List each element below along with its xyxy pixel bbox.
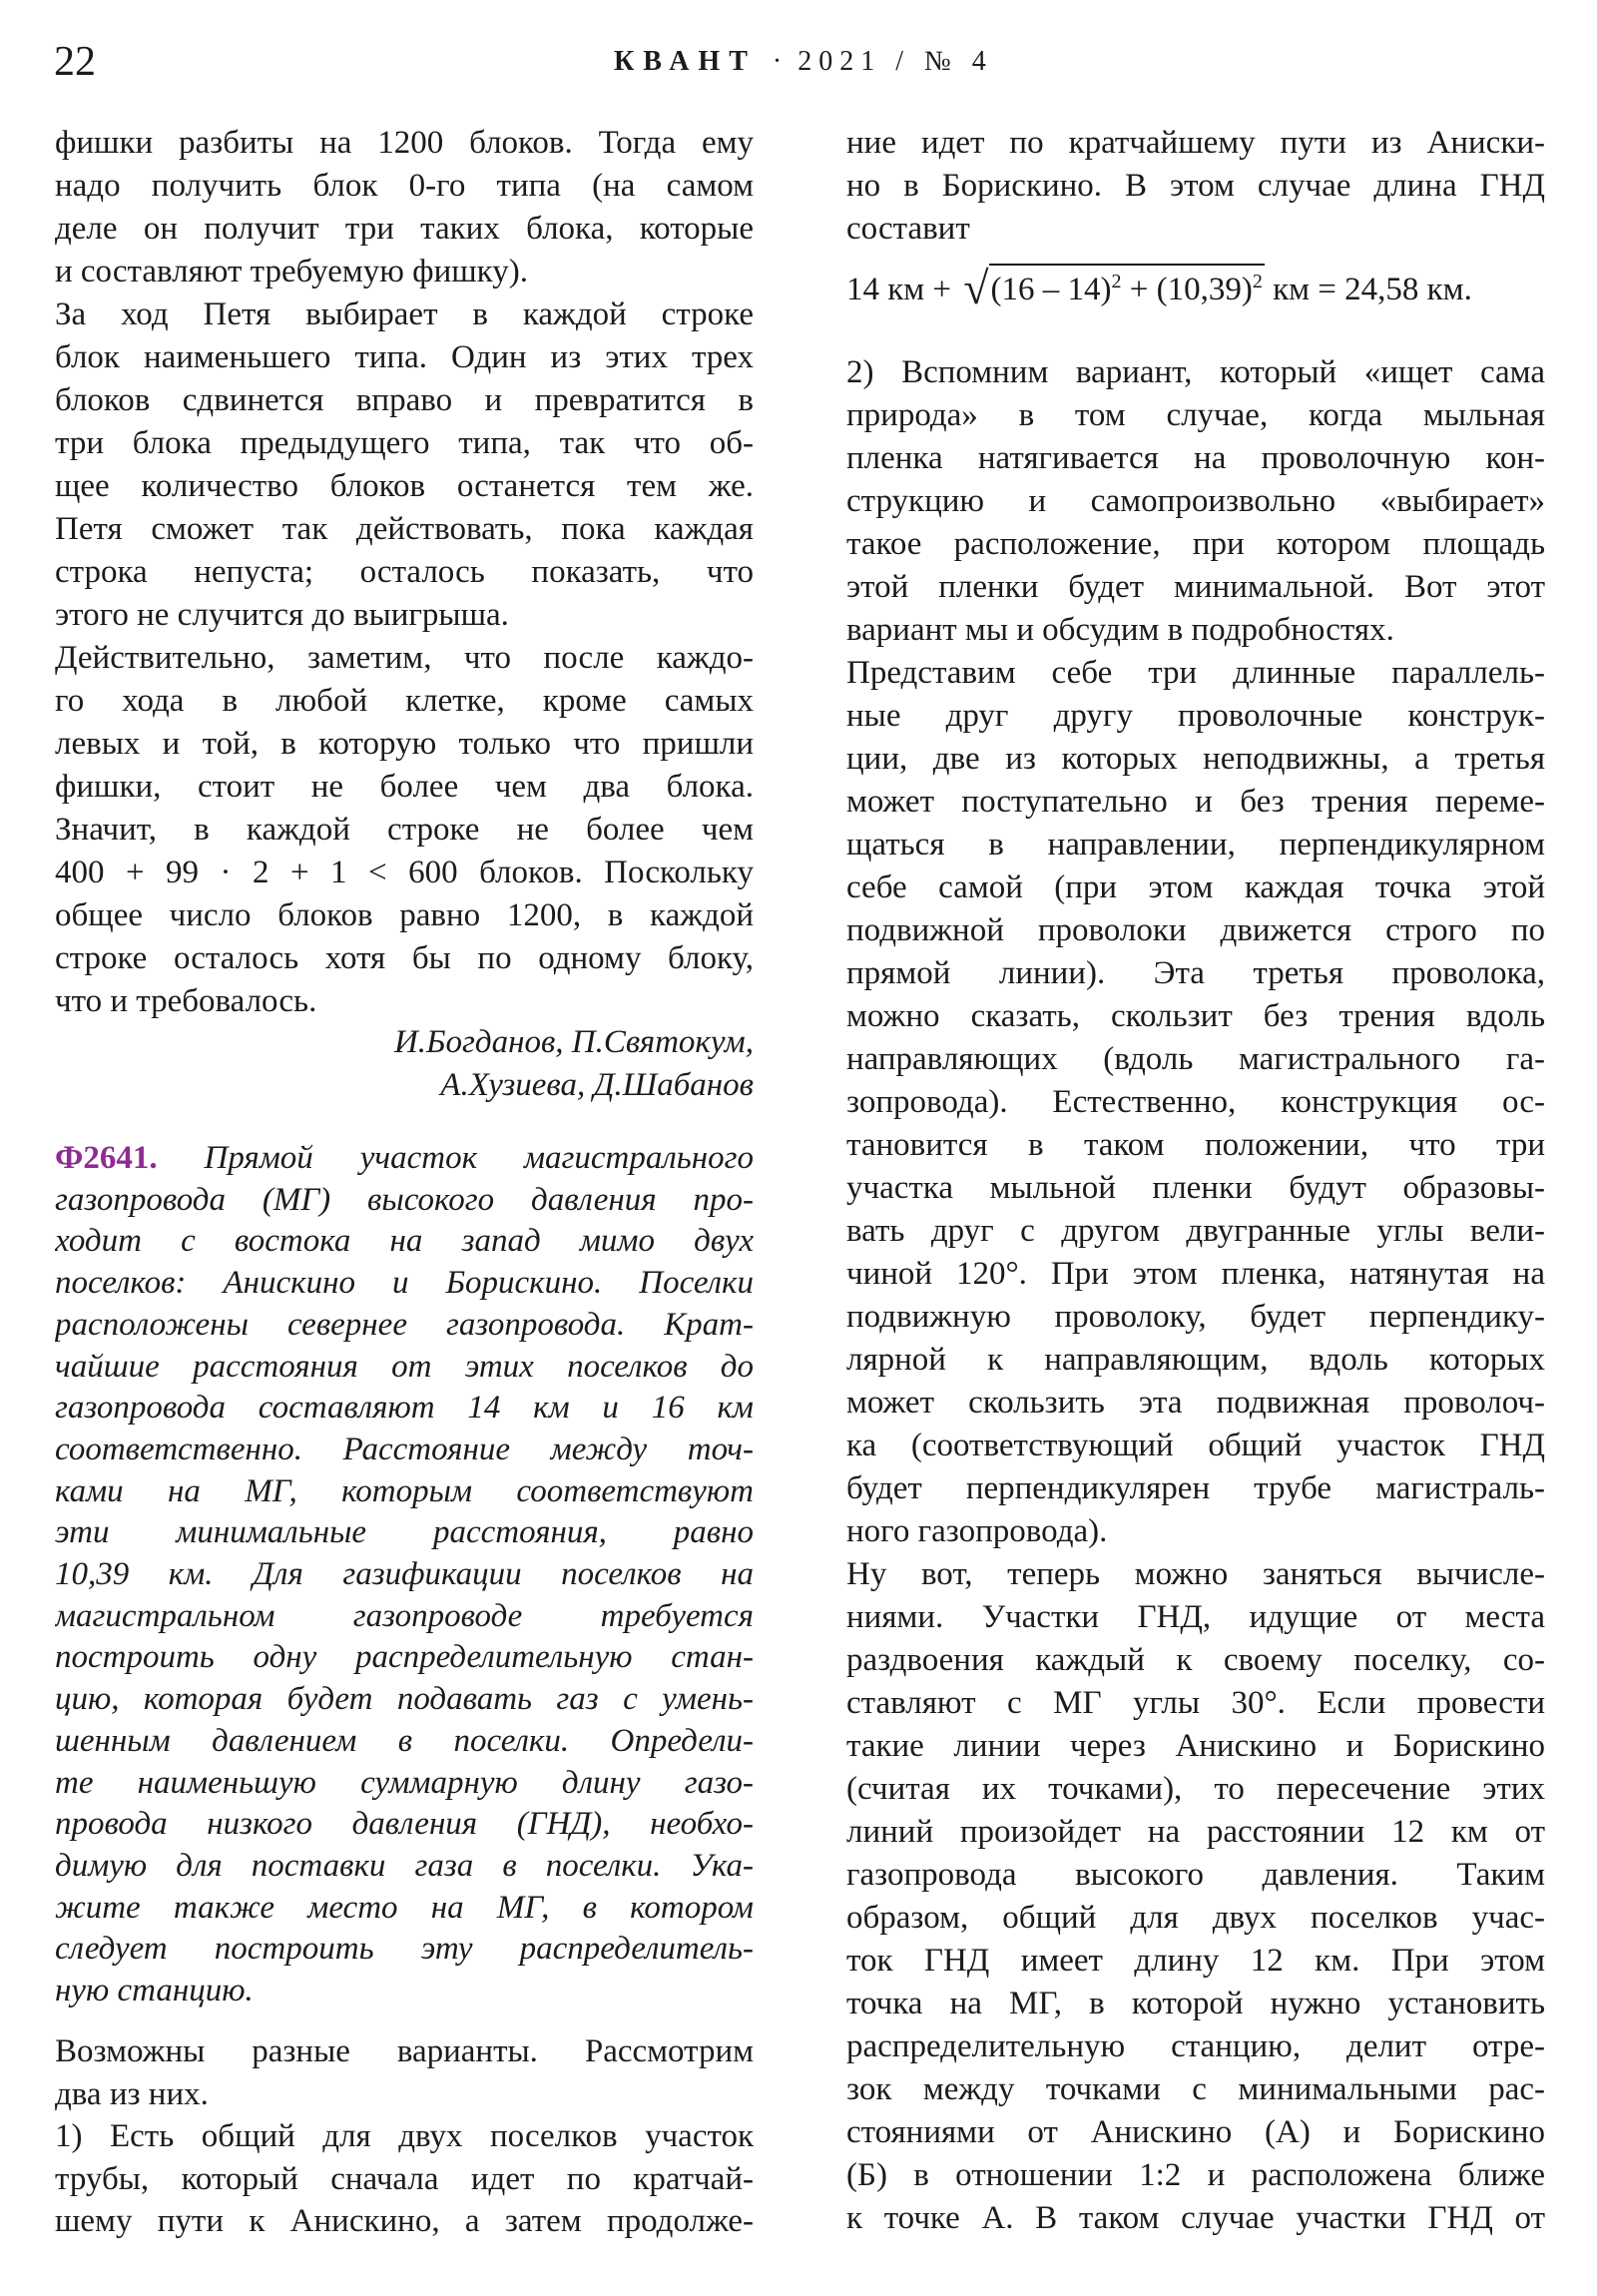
text-line <box>846 1510 1545 1553</box>
text-line <box>846 566 1545 609</box>
text-line <box>55 1512 754 1554</box>
line-text: ную станцию. <box>55 1973 254 2009</box>
text-line <box>846 652 1545 695</box>
text-line <box>846 165 1545 208</box>
radical-sign-icon: √ <box>963 263 989 313</box>
line-text: два из них. <box>55 2075 209 2112</box>
line-text: вариант мы и обсудим в подробностях. <box>846 612 1394 648</box>
text-line <box>55 2158 754 2201</box>
line-text: может поступательно и без трения переме- <box>846 784 1545 820</box>
line-text: Возможны разные варианты. Рассмотрим <box>55 2033 754 2069</box>
line-text: надо получить блок 0-го типа (на самом <box>55 168 754 204</box>
solution-end-text <box>55 122 754 1023</box>
text-line <box>55 2030 754 2073</box>
separator: · <box>772 46 783 77</box>
line-text: тановится в таком положении, что три <box>846 1127 1545 1163</box>
formula-term: (16 – 14) <box>990 272 1112 307</box>
text-line <box>55 1763 754 1805</box>
line-text: можно сказать, скользит без трения вдоль <box>846 998 1545 1034</box>
text-line <box>55 937 754 980</box>
line-text: точка на МГ, в которой нужно установить <box>846 1986 1545 2021</box>
text-line <box>55 1971 754 2012</box>
text-line <box>846 866 1545 909</box>
line-text: расположены севернее газопровода. Крат- <box>55 1306 754 1343</box>
line-text: (считая их точками), то пересечение этих <box>846 1771 1545 1807</box>
text-line <box>846 1897 1545 1940</box>
line-text: блок наименьшего типа. Один из этих трех <box>55 339 754 375</box>
authors-signature <box>55 1021 754 1107</box>
text-line <box>846 695 1545 738</box>
text-line <box>55 1263 754 1305</box>
line-text: фишки разбиты на 1200 блоков. Тогда ему <box>55 125 754 161</box>
text-line <box>55 1138 754 1180</box>
line-text: газопровода высокого давления. Таким <box>846 1857 1545 1893</box>
line-text: участка мыльной пленки будут образовы- <box>846 1170 1545 1206</box>
text-line <box>846 952 1545 995</box>
text-line <box>846 1639 1545 1682</box>
problem-statement <box>55 1138 754 2012</box>
line-text: эти минимальные расстояния, равно <box>55 1514 754 1551</box>
line-text: струкцию и самопроизвольно «выбирает» <box>846 483 1545 519</box>
text-line <box>55 1471 754 1513</box>
issue-number: 2021 / № 4 <box>798 46 993 77</box>
line-text: такое расположение, при котором площадь <box>846 526 1545 562</box>
text-line <box>846 1725 1545 1768</box>
line-text: три блока предыдущего типа, так что об- <box>55 425 754 461</box>
line-text: построить одну распределительную стан- <box>55 1639 754 1676</box>
text-line <box>846 1811 1545 1854</box>
line-text: го хода в любой клетке, кроме самых <box>55 683 754 719</box>
text-line <box>846 909 1545 952</box>
text-line <box>55 336 754 379</box>
line-text: Ну вот, теперь можно заняться вычисле- <box>846 1556 1545 1592</box>
line-text: составит <box>846 211 970 247</box>
text-line <box>55 1596 754 1638</box>
text-line <box>55 680 754 723</box>
text-line <box>846 1038 1545 1081</box>
text-line <box>55 208 754 251</box>
line-text: ками на МГ, которым соответствуют <box>55 1472 754 1509</box>
line-text: может скользить эта подвижная проволоч- <box>846 1385 1545 1421</box>
line-text: магистральном газопроводе требуется <box>55 1597 754 1634</box>
line-text: следует построить эту распределитель- <box>55 1931 754 1968</box>
text-line <box>55 379 754 422</box>
text-line <box>55 2073 754 2116</box>
line-text: этого не случится до выигрыша. <box>55 597 509 633</box>
text-line <box>846 480 1545 523</box>
text-line <box>55 551 754 594</box>
line-text: жите также место на МГ, в котором <box>55 1889 754 1926</box>
text-line <box>846 1768 1545 1811</box>
line-text: общее число блоков равно 1200, в каждой <box>55 897 754 933</box>
text-line <box>55 980 754 1023</box>
line-text: себе самой (при этом каждая точка этой <box>846 869 1545 905</box>
text-line <box>846 1854 1545 1897</box>
line-text: 1) Есть общий для двух поселков участок <box>55 2118 754 2154</box>
text-line <box>55 1221 754 1263</box>
line-text: линий произойдет на расстоянии 12 км от <box>846 1814 1545 1850</box>
line-text: ные друг другу проволочные конструк- <box>846 698 1545 734</box>
formula-prefix: 14 км + <box>846 272 952 307</box>
text-line <box>55 2200 754 2243</box>
text-line <box>846 1081 1545 1124</box>
text-line <box>846 2068 1545 2111</box>
text-line <box>846 1339 1545 1382</box>
text-line <box>846 824 1545 866</box>
text-line <box>846 394 1545 437</box>
text-line <box>55 1180 754 1222</box>
text-line <box>846 1210 1545 1253</box>
text-line <box>846 1467 1545 1510</box>
line-text: образом, общий для двух поселков учас- <box>846 1900 1545 1936</box>
text-line <box>846 1253 1545 1296</box>
problem-number: Ф2641. <box>55 1140 158 1176</box>
line-text: 400 + 99 · 2 + 1 < 600 блоков. Поскольку <box>55 855 754 890</box>
text-line <box>55 1637 754 1679</box>
line-text: подвижной проволоки движется строго по <box>846 912 1545 948</box>
line-text: и составляют требуемую фишку). <box>55 254 528 289</box>
line-text: будет перпендикулярен трубе магистраль- <box>846 1470 1545 1506</box>
line-text: димую для поставки газа в поселки. Ука- <box>55 1847 754 1884</box>
line-text: подвижную проволоку, будет перпендику- <box>846 1299 1545 1335</box>
text-line <box>55 594 754 637</box>
formula-term: (10,39) <box>1156 272 1253 307</box>
text-line <box>846 781 1545 824</box>
line-text: Значит, в каждой строке не более чем <box>55 812 754 848</box>
text-line <box>846 1596 1545 1639</box>
line-text: ток ГНД имеет длину 12 км. При этом <box>846 1943 1545 1979</box>
line-text: строка непуста; осталось показать, что <box>55 554 754 590</box>
line-text: блоков сдвинется вправо и превратится в <box>55 382 754 418</box>
line-text: но в Борискино. В этом случае длина ГНД <box>846 168 1545 204</box>
text-line <box>846 1553 1545 1596</box>
text-line <box>55 251 754 293</box>
line-text: такие линии через Анискино и Борискино <box>846 1728 1545 1764</box>
text-line <box>55 723 754 766</box>
line-text: провода низкого давления (ГНД), необхо- <box>55 1806 754 1843</box>
text-line <box>846 208 1545 251</box>
text-line <box>55 422 754 465</box>
line-text: лярной к направляющим, вдоль которых <box>846 1342 1545 1378</box>
text-line <box>55 1888 754 1930</box>
text-line <box>55 465 754 508</box>
line-text: ции, две из которых неподвижны, а третья <box>846 741 1545 777</box>
line-text: ние идет по кратчайшему пути из Аниски- <box>846 125 1545 161</box>
formula-operator: + <box>1129 272 1149 307</box>
solution-text <box>846 122 1545 251</box>
text-line <box>846 995 1545 1038</box>
line-text: (Б) в отношении 1:2 и расположена ближе <box>846 2157 1545 2193</box>
text-line <box>846 1124 1545 1167</box>
text-line <box>55 2115 754 2158</box>
text-line <box>55 1804 754 1846</box>
text-line <box>55 122 754 165</box>
text-line <box>55 1305 754 1347</box>
text-line <box>846 122 1545 165</box>
text-line <box>55 293 754 336</box>
line-text: зок между точками с минимальными рас- <box>846 2071 1545 2107</box>
line-text: щаться в направлении, перпендикулярном <box>846 827 1545 862</box>
text-line <box>55 1679 754 1721</box>
line-text: 10,39 км. Для газификации поселков на <box>55 1556 754 1593</box>
text-line <box>846 1382 1545 1425</box>
line-text: строке осталось хотя бы по одному блоку, <box>55 940 754 976</box>
text-line <box>846 609 1545 652</box>
text-line <box>846 437 1545 480</box>
line-text: фишки, стоит не более чем два блока. <box>55 769 754 805</box>
text-line <box>55 1554 754 1596</box>
formula-result: км = 24,58 км. <box>1273 272 1472 307</box>
line-text: вать друг с другом двугранные углы вели- <box>846 1213 1545 1249</box>
line-text: зопровода). Естественно, конструкция ос- <box>846 1084 1545 1120</box>
line-text: стояниями от Анискино (А) и Борискино <box>846 2114 1545 2150</box>
line-text: распределительную станцию, делит отре- <box>846 2028 1545 2064</box>
line-text: левых и той, в которую только что пришли <box>55 726 754 762</box>
line-text: газопровода (МГ) высокого давления про- <box>55 1181 754 1218</box>
text-line <box>846 2197 1545 2240</box>
text-line <box>846 2154 1545 2197</box>
text-line <box>846 2111 1545 2154</box>
text-line <box>55 1721 754 1763</box>
text-line <box>55 637 754 680</box>
line-text: природа» в том случае, когда мыльная <box>846 397 1545 433</box>
text-line <box>846 2025 1545 2068</box>
line-text: Действительно, заметим, что после каждо- <box>55 640 754 676</box>
line-text: направляющих (вдоль магистрального га- <box>846 1041 1545 1077</box>
text-line <box>846 738 1545 781</box>
line-text: За ход Петя выбирает в каждой строке <box>55 296 754 332</box>
text-line <box>55 165 754 208</box>
line-text: раздвоения каждый к своему поселку, со- <box>846 1642 1545 1678</box>
line-text: деле он получит три таких блока, которые <box>55 211 754 247</box>
formula-exponent: 2 <box>1252 271 1263 292</box>
line-text: ставляют с МГ углы 30°. Если провести <box>846 1685 1545 1721</box>
text-line <box>55 1846 754 1888</box>
line-text: что и требовалось. <box>55 983 317 1019</box>
text-line <box>55 1347 754 1389</box>
line-text: соответственно. Расстояние между точ- <box>55 1431 754 1467</box>
line-text: трубы, который сначала идет по кратчай- <box>55 2160 754 2197</box>
text-line <box>846 1983 1545 2025</box>
line-text: цию, которая будет подавать газ с умень- <box>55 1681 754 1718</box>
line-text: 2) Вспомним вариант, который «ищет сама <box>846 354 1545 390</box>
square-root <box>959 262 1265 314</box>
text-line <box>846 523 1545 566</box>
line-text: шему пути к Анискино, а затем продолже- <box>55 2203 754 2239</box>
formula-exponent: 2 <box>1111 271 1122 292</box>
line-text: пленка натягивается на проволочную кон- <box>846 440 1545 476</box>
text-line <box>55 1929 754 1971</box>
length-formula <box>846 262 1472 314</box>
line-text: поселков: Анискино и Борискино. Поселки <box>55 1265 754 1302</box>
text-line <box>55 1388 754 1430</box>
line-text: шенным давлением в поселки. Определи- <box>55 1722 754 1759</box>
line-text: Представим себе три длинные параллель- <box>846 655 1545 691</box>
line-text: Петя сможет так действовать, пока каждая <box>55 511 754 547</box>
signature-line: И.Богданов, П.Святокум, <box>393 1024 754 1060</box>
line-text: прямой линии). Эта третья проволока, <box>846 955 1545 991</box>
page-number: 22 <box>54 39 96 85</box>
text-line <box>846 1296 1545 1339</box>
line-text: щее количество блоков останется тем же. <box>55 468 754 504</box>
text-line <box>55 766 754 809</box>
text-line <box>846 351 1545 394</box>
line-text: этой пленки будет минимальной. Вот этот <box>846 569 1545 605</box>
line-text: ка (соответствующий общий участок ГНД <box>846 1428 1545 1463</box>
line-text: газопровода составляют 14 км и 16 км <box>55 1390 754 1427</box>
radicand <box>989 264 1265 307</box>
running-title <box>614 46 993 78</box>
text-line <box>55 1430 754 1471</box>
text-line <box>55 894 754 937</box>
text-line <box>55 809 754 852</box>
text-line <box>55 508 754 551</box>
text-line <box>55 852 754 894</box>
line-text: чайшие расстояния от этих поселков до <box>55 1348 754 1385</box>
solution-text <box>846 351 1545 2240</box>
magazine-name: КВАНТ <box>614 46 757 77</box>
text-line <box>846 1167 1545 1210</box>
line-text: ниями. Участки ГНД, идущие от места <box>846 1599 1545 1635</box>
line-text: ного газопровода). <box>846 1513 1108 1549</box>
line-text: ходит с востока на запад мимо двух <box>55 1223 754 1260</box>
line-text: чиной 120°. При этом пленка, натянутая на <box>846 1256 1545 1292</box>
signature-line: А.Хузиева, Д.Шабанов <box>440 1067 754 1103</box>
solution-start-text <box>55 2030 754 2243</box>
line-text: к точке А. В таком случае участки ГНД от <box>846 2200 1545 2236</box>
line-text: Прямой участок магистрального <box>204 1140 754 1176</box>
text-line <box>846 1425 1545 1467</box>
line-text: те наименьшую суммарную длину газо- <box>55 1764 754 1801</box>
text-line <box>846 1940 1545 1983</box>
text-line <box>846 1682 1545 1725</box>
